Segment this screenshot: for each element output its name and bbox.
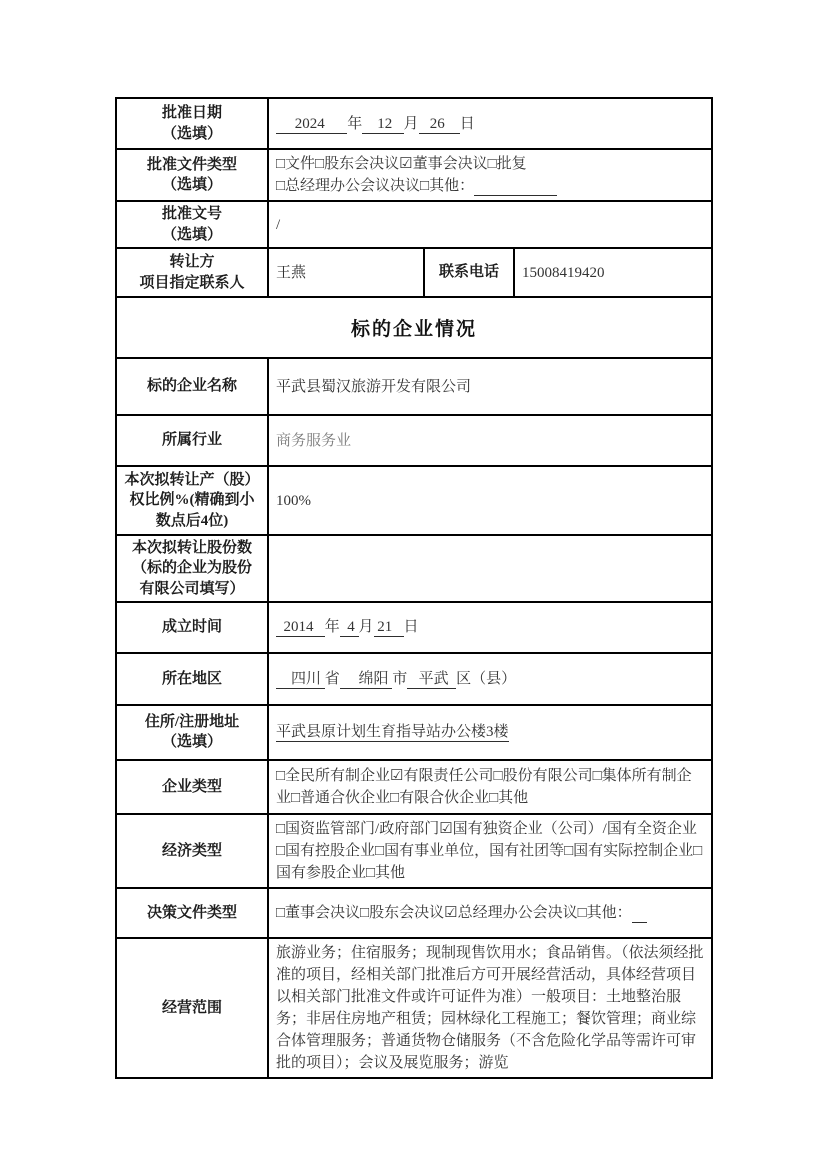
table-row-target-company-name (116, 358, 712, 415)
region-value (268, 653, 712, 705)
phone-value: 15008419420 (514, 248, 712, 297)
form-text: 月 (403, 115, 419, 132)
filled-blank-text: 平武县原计划生育指导站办公楼3楼 (276, 724, 509, 741)
table-row-decision-doc-type (116, 888, 712, 938)
enterprise-type-label: 企业类型 (116, 760, 268, 814)
business-scope-label: 经营范围 (116, 938, 268, 1078)
form-text: □董事会决议□股东会决议☑总经理办公会决议□其他： (276, 904, 632, 921)
form-text: □全民所有制企业☑有限责任公司□股份有限公司□集体所有制企业□普通合伙企业□有限合伙企业□其他 (276, 767, 692, 806)
section-title: 标的企业情况 (116, 297, 712, 358)
table-row-transfer-equity-ratio (116, 466, 712, 535)
table-row-approval-doc-type (116, 149, 712, 201)
form-text: □国资监管部门/政府部门☑国有独资企业（公司）/国有全资企业□国有控股企业□国有事业单位，国有社团等□国有实际控制企业□国有参股企业□其他 (276, 820, 703, 881)
target-company-name-value (268, 358, 712, 415)
table-row-enterprise-type (116, 760, 712, 814)
filled-blank-text: 26 (418, 115, 460, 132)
table-row-transferor-contact (116, 248, 712, 297)
table-row-transfer-share-count (116, 535, 712, 602)
filled-blank-text: 2024 (276, 115, 348, 132)
value-line (276, 175, 704, 197)
filled-blank-text (474, 178, 557, 196)
table-row-industry (116, 415, 712, 466)
table-row-business-scope (116, 938, 712, 1078)
business-scope-value (268, 938, 712, 1078)
form-text: 区（县） (456, 670, 517, 687)
form-text: 100% (276, 492, 311, 509)
transfer-equity-ratio-value (268, 466, 712, 535)
filled-blank-text: 绵阳 (339, 670, 393, 687)
approval-date-label: 批准日期 （选填） (116, 98, 268, 149)
economic-type-value (268, 814, 712, 888)
value-line (276, 153, 704, 175)
registered-address-label: 住所/注册地址 （选填） (116, 705, 268, 760)
approval-doc-number-label: 批准文号 （选填） (116, 201, 268, 248)
registered-address-value (268, 705, 712, 760)
form-text: 日 (459, 115, 475, 132)
approval-doc-number-value (268, 201, 712, 248)
enterprise-type-value (268, 760, 712, 814)
economic-type-label: 经济类型 (116, 814, 268, 888)
filled-blank-text: 四川 (276, 670, 325, 687)
industry-value (268, 415, 712, 466)
filled-blank-text (632, 905, 647, 923)
form-text: 市 (392, 670, 408, 687)
decision-doc-type-value (268, 888, 712, 938)
form-text: 日 (403, 619, 419, 636)
transferor-contact-name-value: 王燕 (268, 248, 424, 297)
decision-doc-type-label: 决策文件类型 (116, 888, 268, 938)
industry-label: 所属行业 (116, 415, 268, 466)
region-label: 所在地区 (116, 653, 268, 705)
form-text: □总经理办公会议决议□其他： (276, 178, 475, 194)
transfer-share-count-value (268, 535, 712, 602)
approval-doc-type-label: 批准文件类型 （选填） (116, 149, 268, 201)
form-text: 年 (324, 619, 340, 636)
form-text: □文件□股东会决议☑董事会决议□批复 (276, 156, 527, 172)
filled-blank-text: 4 (339, 619, 359, 636)
table-row-establish-date (116, 602, 712, 653)
target-company-name-label: 标的企业名称 (116, 358, 268, 415)
table-row-target-company-section (116, 297, 712, 358)
form-text: 省 (324, 670, 340, 687)
form-text: 平武县蜀汉旅游开发有限公司 (276, 378, 472, 395)
form-text: 旅游业务；住宿服务；现制现售饮用水；食品销售。（依法须经批准的项目，经相关部门批准后方可开展经营活动，具体经营项目以相关部门批准文件或许可证件为准）一般项目：土地整治服务；非居住房地产租赁；园林绿化工程施工；餐饮管理；商业综合体管理服务；普通货物仓储服务（不含危险化学品等需许可审批的项目）；会议及展览服务；游览 (276, 944, 704, 1071)
form-text: 月 (358, 619, 374, 636)
transfer-share-count-label: 本次拟转让股份数 （标的企业为股份 有限公司填写） (116, 535, 268, 602)
establish-date-label: 成立时间 (116, 602, 268, 653)
table-row-economic-type (116, 814, 712, 888)
filled-blank-text: 平武 (407, 670, 457, 687)
approval-date-value (268, 98, 712, 149)
transfer-registration-table (115, 97, 713, 1079)
table-row-registered-address (116, 705, 712, 760)
transferor-contact-label: 转让方 项目指定联系人 (116, 248, 268, 297)
form-text: 商务服务业 (276, 432, 352, 449)
table-row-approval-doc-number (116, 201, 712, 248)
approval-doc-type-value (268, 149, 712, 201)
filled-blank-text: 21 (373, 619, 404, 636)
filled-blank-text: 2014 (276, 619, 325, 636)
table-row-region (116, 653, 712, 705)
form-text: 年 (347, 115, 363, 132)
filled-blank-text: 12 (362, 115, 404, 132)
table-row-approval-date (116, 98, 712, 149)
establish-date-value (268, 602, 712, 653)
form-text: / (276, 216, 281, 233)
transfer-equity-ratio-label: 本次拟转让产（股） 权比例%(精确到小 数点后4位) (116, 466, 268, 535)
phone-label: 联系电话 (424, 248, 514, 297)
